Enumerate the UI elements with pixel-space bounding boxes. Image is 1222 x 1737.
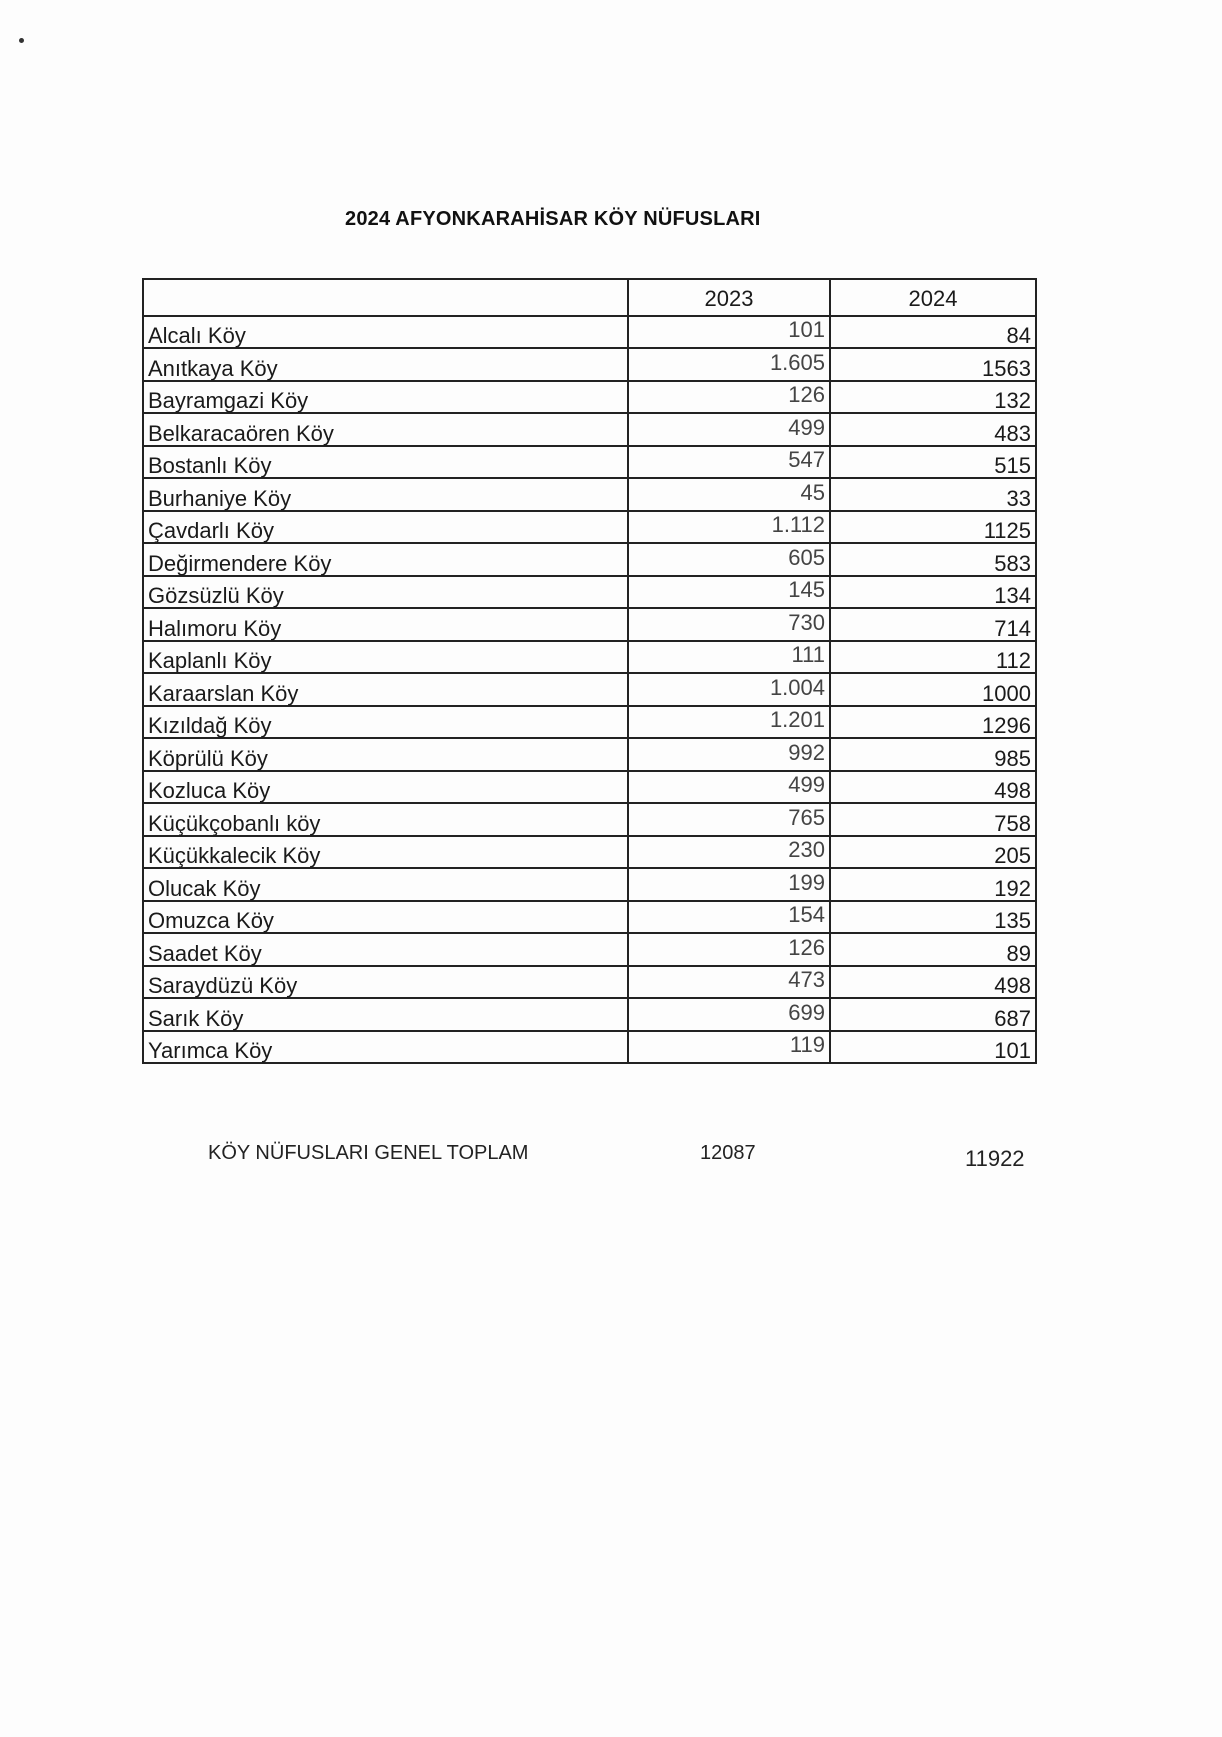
table-row [143,608,1036,641]
table-row [143,738,1036,771]
population-2024: 1000 [982,680,1031,706]
village-name-cell [143,836,628,869]
population-2024-cell [830,738,1036,771]
population-2024: 1296 [982,713,1031,738]
population-2024: 84 [1006,323,1031,348]
population-2023: 1.112 [771,512,825,537]
header-year-2023: 2023 [628,279,830,316]
population-2024: 1125 [983,518,1031,543]
population-2024-cell [830,543,1036,576]
population-2023: 154 [788,902,825,927]
table-row [143,446,1036,479]
population-2023: 499 [788,414,825,440]
population-2023: 119 [789,1032,825,1057]
village-name: Karaarslan Köy [148,680,299,706]
population-2023: 101 [788,317,825,342]
table-row [143,1031,1036,1064]
table-row [143,641,1036,674]
table-row [143,381,1036,414]
village-name-cell [143,511,628,544]
population-2024-cell [830,673,1036,706]
table-row [143,771,1036,804]
population-2023-cell [628,836,830,869]
village-name: Kaplanlı Köy [148,648,272,673]
population-2023: 992 [788,739,825,765]
population-2024: 583 [994,550,1031,576]
population-2023-cell [628,478,830,511]
population-2023-cell [628,933,830,966]
village-name-cell [143,901,628,934]
population-2024: 714 [994,615,1031,641]
village-name-cell [143,381,628,414]
population-2024: 33 [1006,485,1031,511]
population-2023-cell [628,316,830,349]
population-2023: 699 [788,999,825,1025]
population-2023-cell [628,413,830,446]
village-name-cell [143,576,628,609]
population-2024: 101 [994,1038,1031,1063]
population-2023-cell [628,576,830,609]
village-name: Küçükkalecik Köy [148,843,321,868]
population-2024-cell [830,446,1036,479]
population-2023-cell [628,673,830,706]
village-population-table [142,278,1037,1064]
population-2023-cell [628,1031,830,1064]
village-name: Çavdarlı Köy [148,518,274,543]
population-2024: 483 [994,420,1031,446]
village-name-cell [143,966,628,999]
population-2024: 192 [994,875,1031,901]
village-name: Burhaniye Köy [148,485,292,511]
village-name-cell [143,706,628,739]
population-2024-cell [830,316,1036,349]
document-title: 2024 AFYONKARAHİSAR KÖY NÜFUSLARI [345,208,761,230]
population-2023: 145 [788,577,825,602]
population-2023-cell [628,381,830,414]
table-row [143,478,1036,511]
population-2023-cell [628,771,830,804]
population-2023: 499 [788,772,825,797]
population-2024-cell [830,1031,1036,1064]
population-2024-cell [830,771,1036,804]
village-name: Olucak Köy [148,875,261,901]
village-name-cell [143,738,628,771]
population-2023: 126 [788,382,825,407]
population-2023: 126 [788,934,825,960]
table-row [143,511,1036,544]
village-name: Belkaracaören Köy [148,420,334,446]
population-2023-cell [628,803,830,836]
village-name-cell [143,543,628,576]
population-2024-cell [830,576,1036,609]
population-2023-cell [628,998,830,1031]
population-2024-cell [830,901,1036,934]
population-2024-cell [830,608,1036,641]
population-2024-cell [830,836,1036,869]
population-2024: 758 [994,810,1031,836]
grand-total-2024: 11922 [965,1146,1025,1171]
population-2024-cell [830,478,1036,511]
village-name: Saraydüzü Köy [148,973,298,998]
population-2024: 1563 [982,355,1031,381]
population-2024: 498 [994,778,1031,803]
population-2023: 605 [788,544,825,570]
table-row [143,836,1036,869]
grand-total-label: KÖY NÜFUSLARI GENEL TOPLAM [208,1142,529,1164]
table-header-row [143,279,1036,316]
village-name-cell [143,673,628,706]
village-name: Yarımca Köy [148,1038,273,1063]
population-2024: 498 [994,973,1031,998]
population-2023: 230 [788,837,825,862]
population-2023-cell [628,966,830,999]
village-name-cell [143,348,628,381]
village-name: Alcalı Köy [148,323,246,348]
population-2024-cell [830,511,1036,544]
village-name-cell [143,803,628,836]
population-2024: 515 [994,453,1031,478]
population-2024: 132 [994,388,1031,413]
table-row [143,316,1036,349]
table-row [143,576,1036,609]
village-name: Sarık Köy [148,1005,244,1031]
population-2024-cell [830,998,1036,1031]
village-name: Kozluca Köy [148,778,271,803]
table-row [143,803,1036,836]
population-2024: 205 [994,843,1031,868]
village-name-cell [143,1031,628,1064]
table-row [143,966,1036,999]
population-2024: 134 [994,583,1031,608]
village-name-cell [143,478,628,511]
village-name-cell [143,998,628,1031]
village-name: Bostanlı Köy [148,453,272,478]
population-2023: 1.605 [769,349,825,375]
grand-total-2023: 12087 [700,1142,756,1164]
village-name-cell [143,641,628,674]
population-2024-cell [830,966,1036,999]
village-name: Omuzca Köy [148,908,274,933]
population-2023-cell [628,868,830,901]
population-2024-cell [830,803,1036,836]
population-2024-cell [830,868,1036,901]
village-name-cell [143,608,628,641]
population-2023: 199 [788,869,825,895]
population-2024-cell [830,706,1036,739]
population-2023-cell [628,543,830,576]
table-row [143,673,1036,706]
village-name: Kızıldağ Köy [148,713,272,738]
population-2023: 473 [788,967,825,992]
population-2023: 111 [791,642,825,667]
village-name: Saadet Köy [148,940,262,966]
population-2023: 730 [788,609,825,635]
table-row [143,868,1036,901]
population-2023: 45 [800,479,825,505]
population-2024-cell [830,641,1036,674]
table-row [143,933,1036,966]
population-2024: 89 [1006,940,1031,966]
population-2023-cell [628,641,830,674]
village-name-cell [143,868,628,901]
header-empty-cell [143,279,628,316]
village-name-cell [143,413,628,446]
village-name: Anıtkaya Köy [148,355,278,381]
population-2023: 1.004 [769,674,825,700]
population-2024: 985 [994,745,1031,771]
population-2024: 112 [995,648,1031,673]
population-2023-cell [628,706,830,739]
population-2023: 765 [788,804,825,830]
village-name-cell [143,771,628,804]
table-row [143,543,1036,576]
population-2024-cell [830,413,1036,446]
table-row [143,706,1036,739]
table-row [143,413,1036,446]
village-name: Halımoru Köy [148,615,282,641]
population-2024-cell [830,348,1036,381]
village-name-cell [143,933,628,966]
population-2023-cell [628,608,830,641]
population-2024-cell [830,381,1036,414]
village-name: Köprülü Köy [148,745,268,771]
header-year-2024: 2024 [830,279,1036,316]
table-row [143,348,1036,381]
scan-speck-mark [19,38,24,43]
village-name: Değirmendere Köy [148,550,332,576]
population-2024-cell [830,933,1036,966]
population-2023-cell [628,738,830,771]
population-2023-cell [628,446,830,479]
population-2023-cell [628,348,830,381]
population-2023: 1.201 [769,707,825,732]
population-2023-cell [628,511,830,544]
population-2024: 135 [994,908,1031,933]
table-row [143,901,1036,934]
table-row [143,998,1036,1031]
village-name: Gözsüzlü Köy [148,583,284,608]
population-2023-cell [628,901,830,934]
village-name-cell [143,316,628,349]
village-name-cell [143,446,628,479]
population-2024: 687 [994,1005,1031,1031]
village-name: Küçükçobanlı köy [148,810,321,836]
population-2023: 547 [788,447,825,472]
village-name: Bayramgazi Köy [148,388,309,413]
